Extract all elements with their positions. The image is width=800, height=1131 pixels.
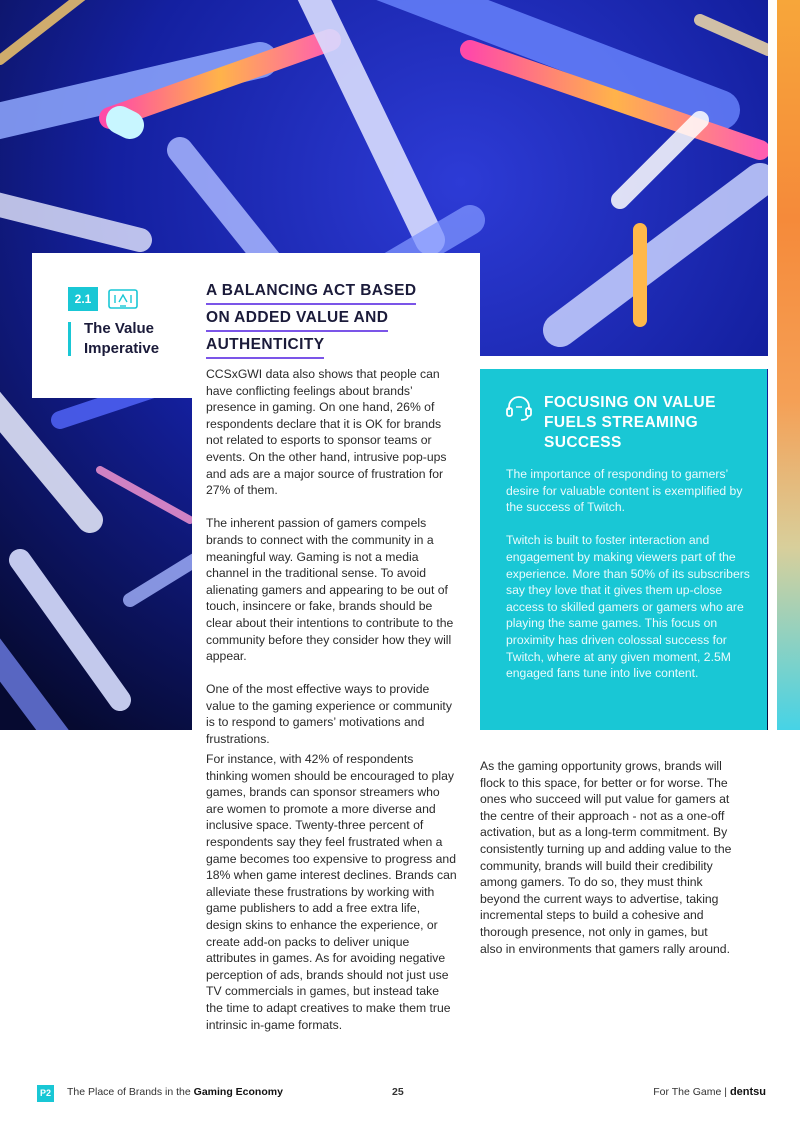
paragraph: For instance, with 42% of respondents thinking women should be encouraged to play games, brands can sponsor streamers who are women to promote a more diverse and inclusive space. Twenty-three percent of respondents say they feel frustrated when a game becomes too expensive to progress and 18% when game interest declines. Brands can alleviate these frustrations by working with game publishers to add a free extra life, design skins to enhance the experience, or create add-on packs to deliver unique attributes in games. As for avoiding negative perception of ads, brands should not just use TV commercials in games, but instead take the time to adapt creatives to make them true intrinsic in-game formats. <box>206 752 457 1032</box>
column-gap-panel <box>458 356 480 730</box>
paragraph: CCSxGWI data also shows that people can have conflicting feelings about brands’ presence in gaming. On one hand, 26% of respondents declare that it is OK for brands not related to esports to sponsor teams or events. On the other hand, intrusive pop-ups and ads are a major source of frustration for 27% of them. <box>206 367 447 498</box>
section-number-badge: 2.1 <box>68 287 98 311</box>
series-name: For The Game <box>653 1086 722 1098</box>
document-title <box>67 1086 283 1098</box>
section-title-line1: The Value <box>84 320 155 337</box>
callout-box <box>480 369 767 730</box>
headline-line1: A BALANCING ACT BASED <box>206 281 416 305</box>
callout-title: FOCUSING ON VALUE FUELS STREAMING SUCCESS <box>544 394 716 451</box>
document-title-prefix: The Place of Brands in the <box>67 1086 194 1098</box>
left-column-top <box>206 366 456 764</box>
callout-top-gap <box>479 356 777 369</box>
gamepad-screen-icon <box>107 287 139 311</box>
page-footer <box>0 1080 800 1110</box>
left-column-bottom <box>206 751 458 1050</box>
section-title-bar <box>68 322 71 356</box>
right-column-bottom <box>480 758 732 974</box>
article-headline <box>206 281 456 362</box>
headset-icon <box>504 393 534 423</box>
footer-separator: | <box>724 1086 728 1098</box>
callout-paragraph: Twitch is built to foster interaction and engagement by making viewers part of the experience. More than 50% of its subscribers say they love that it gives them up-close access to skilled gamers or gamers who are playing the same games. This focus on proximity has driven colossal success for Twitch, where at any given moment, 2.5M engaged fans tune into live content. <box>506 533 750 681</box>
headline-line3: AUTHENTICITY <box>206 335 324 359</box>
part-tag: P2 <box>37 1085 54 1102</box>
footer-brand <box>653 1086 766 1098</box>
accent-gradient-strip <box>777 0 800 730</box>
paragraph: As the gaming opportunity grows, brands will flock to this space, for better or for worse. The ones who succeed will put value for gamers at the centre of their approach - not as a one-off activation, but as a long-term commitment. By consistently turning up and adding value to the community, brands will build their credibility among gamers. To do so, they must think beyond the current ways to advertise, taking incremental steps to build a cohesive and thorough presence, not only in games, but also in environments that gamers rally around. <box>480 759 732 956</box>
paragraph: One of the most effective ways to provide value to the gaming experience or community is to respond to gamers’ motivations and frustrations. <box>206 682 452 747</box>
callout-text <box>506 466 756 698</box>
document-title-bold: Gaming Economy <box>193 1086 283 1098</box>
page-number: 25 <box>392 1086 404 1098</box>
callout-paragraph: The importance of responding to gamers’ desire for valuable content is exemplified by the success of Twitch. <box>506 467 743 515</box>
headline-line2: ON ADDED VALUE AND <box>206 308 388 332</box>
section-title <box>84 319 159 359</box>
paragraph: The inherent passion of gamers compels brands to connect with the community in a meaningful way. Gaming is not a media channel in the traditional sense. To avoid alienating gamers and appearing to be out of touch, insincere or fake, brands should be clear about their intentions to contribute to the community before they consider how they will appear. <box>206 516 454 664</box>
section-title-line2: Imperative <box>84 340 160 357</box>
brand-logo: dentsu <box>729 1086 766 1098</box>
